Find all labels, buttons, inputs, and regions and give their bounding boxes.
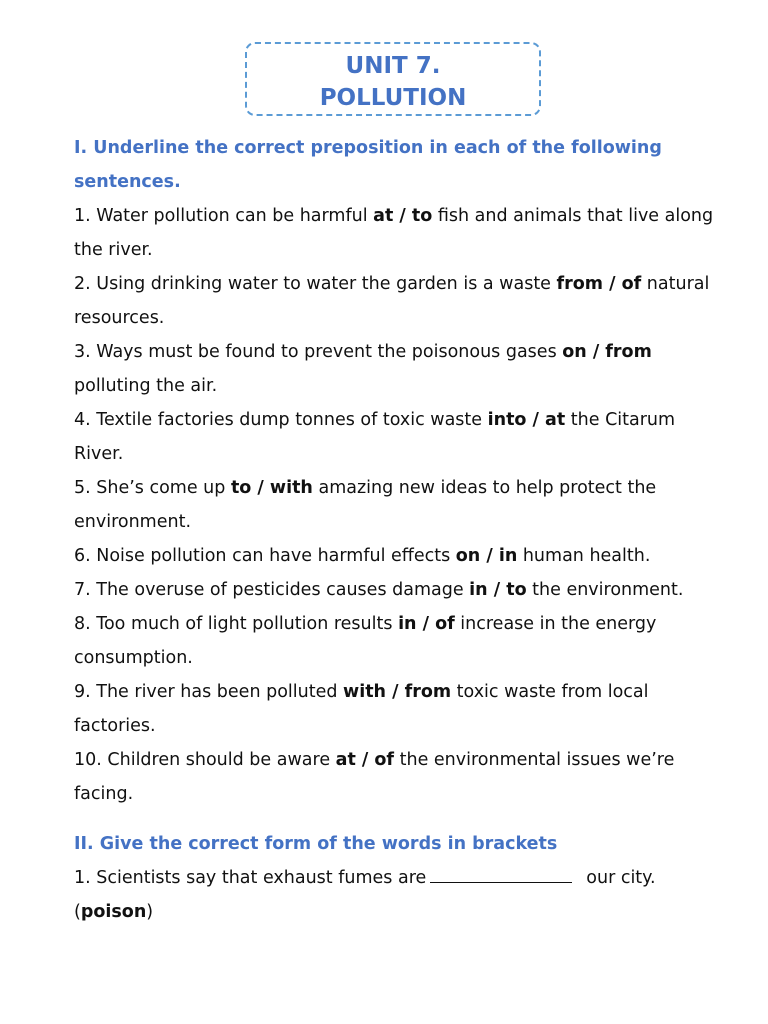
exercise-item-2: 2. Using drinking water to water the garden is a waste from / of natural resources. [74,274,710,328]
unit-topic: POLLUTION [319,85,467,111]
preposition-choice: in / of [398,614,455,634]
exercise-item-6: 6. Noise pollution can have harmful effects on / in human health. [74,546,651,566]
preposition-choice: into / at [487,410,566,430]
exercise-item-7: 7. The overuse of pesticides causes damage in / to the environment. [74,580,684,600]
word-form-item-1: 1. Scientists say that exhaust fumes are our city. (poison) [74,868,656,922]
preposition-choice: with / from [343,682,452,702]
unit-title-box [245,42,541,116]
section-2-heading: II. Give the correct form of the words in brackets [74,834,558,854]
section-spacer [74,811,724,827]
preposition-choice: to / with [230,478,313,498]
exercise-item-3: 3. Ways must be found to prevent the poisonous gases on / from polluting the air. [74,342,652,396]
preposition-choice: at / to [373,206,433,226]
section-1-heading: I. Underline the correct preposition in each of the following sentences. [74,138,662,192]
preposition-choice: in / to [469,580,527,600]
answer-blank[interactable] [430,868,572,883]
exercise-item-4: 4. Textile factories dump tonnes of toxic waste into / at the Citarum River. [74,410,676,464]
exercise-item-1: 1. Water pollution can be harmful at / to fish and animals that live along the river. [74,206,714,260]
exercise-item-9: 9. The river has been polluted with / from toxic waste from local factories. [74,682,649,736]
preposition-choice: at / of [335,750,395,770]
exercise-item-5: 5. She’s come up to / with amazing new ideas to help protect the environment. [74,478,657,532]
preposition-choice: from / of [556,274,642,294]
worksheet-content [74,131,724,929]
preposition-choice: on / in [455,546,518,566]
bracket-word: poison [80,902,147,922]
exercise-item-8: 8. Too much of light pollution results in / of increase in the energy consumption. [74,614,657,668]
unit-number: UNIT 7. [345,53,441,79]
exercise-item-10: 10. Children should be aware at / of the environmental issues we’re facing. [74,750,675,804]
preposition-choice: on / from [562,342,652,362]
